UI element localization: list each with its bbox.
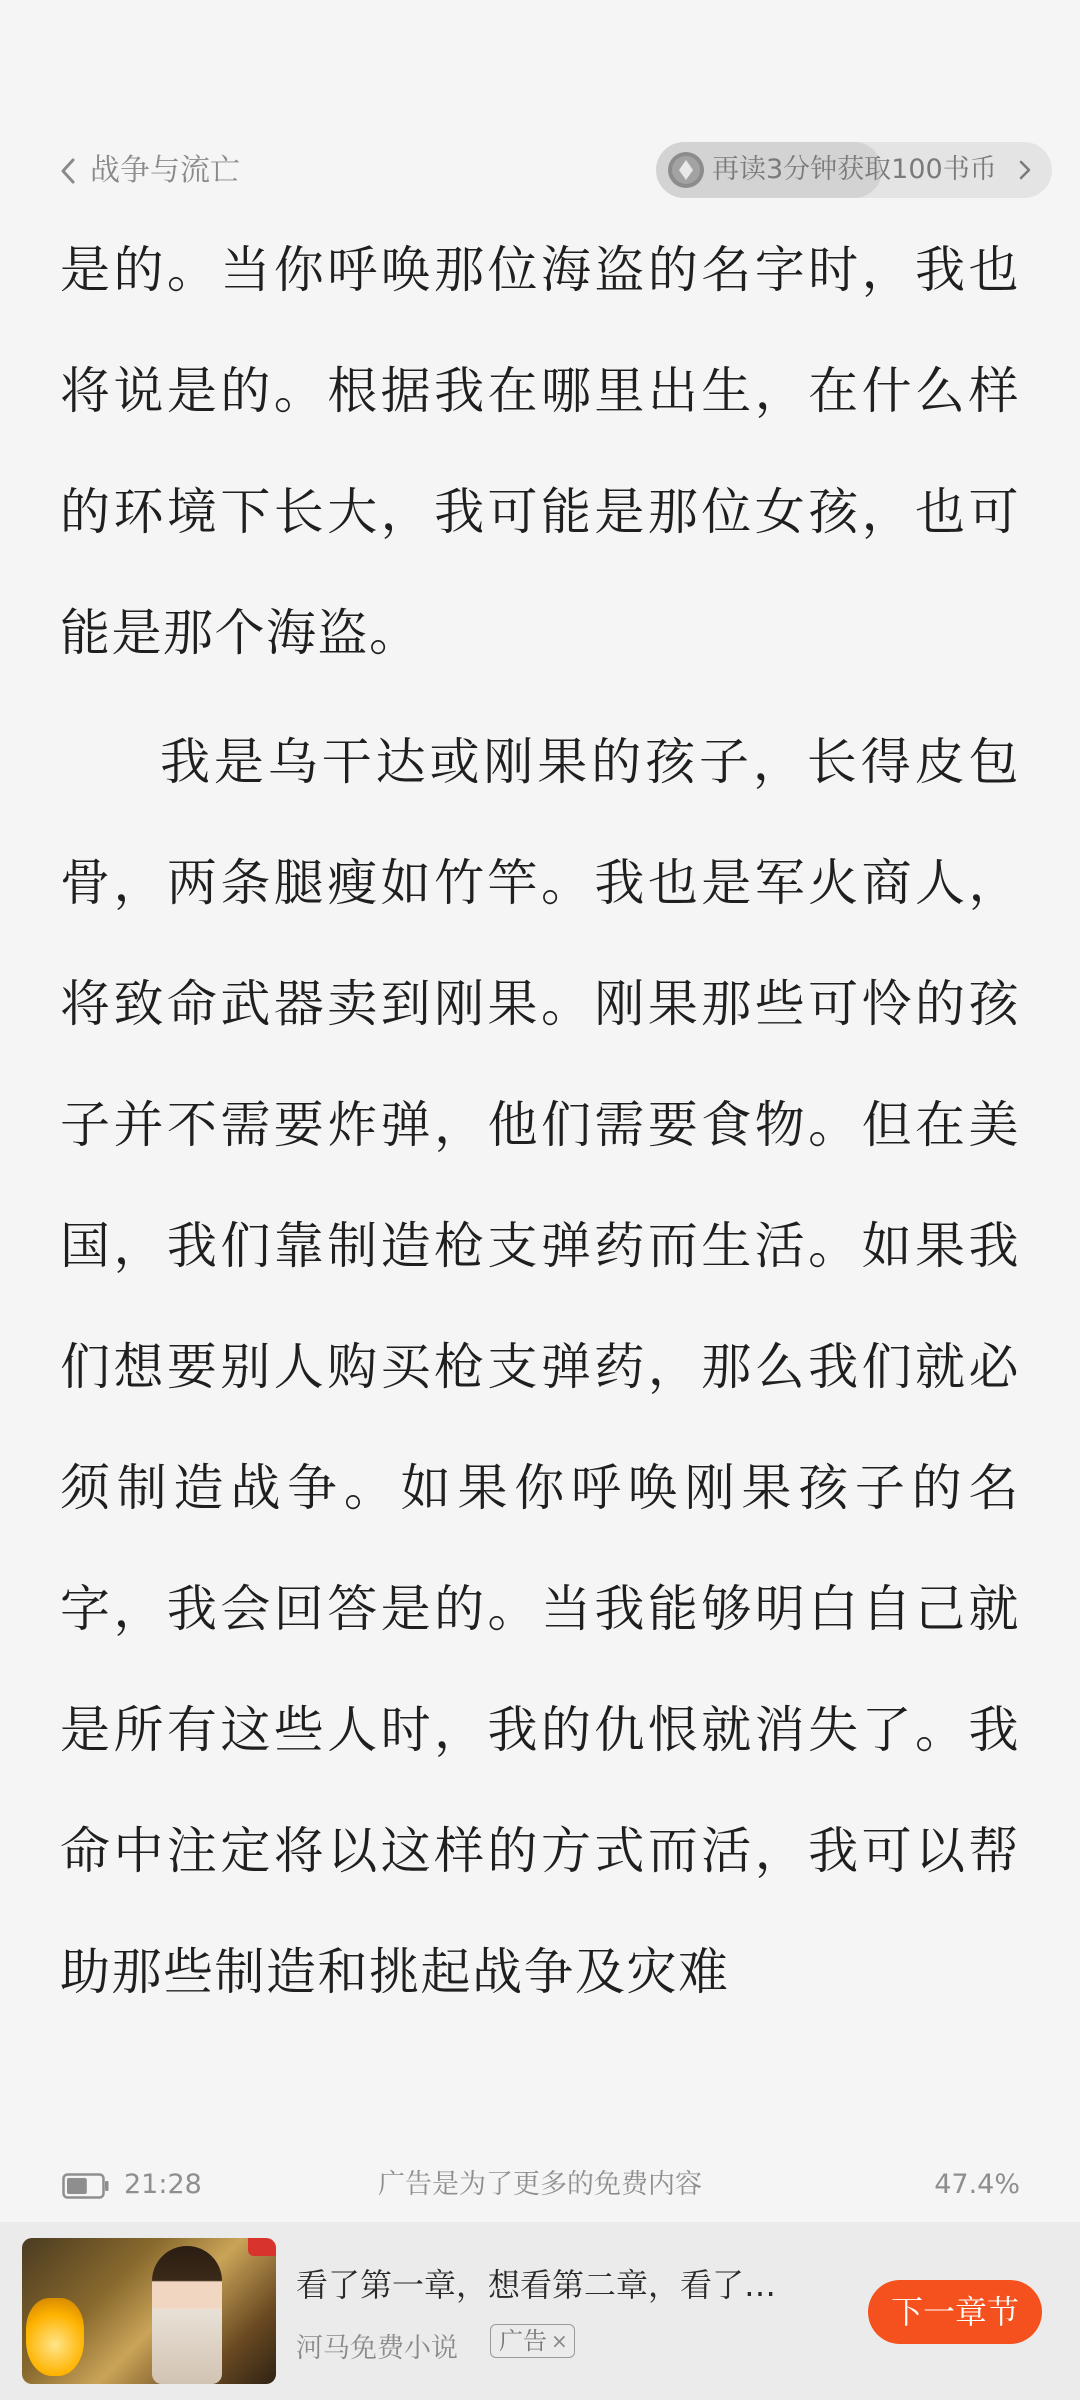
coin-icon (666, 150, 706, 190)
book-title[interactable]: 战争与流亡 (90, 153, 240, 188)
back-button[interactable] (58, 140, 78, 202)
paragraph: 我是乌干达或刚果的孩子，长得皮包骨，两条腿瘦如竹竿。我也是军火商人，将致命武器卖到刚果。刚果那些可怜的孩子并不需要炸弹，他们需要食物。但在美国，我们靠制造枪支弹药而生活。如果我们想要别人购买枪支弹药，那么我们就必须制造战争。如果你呼唤刚果孩子的名字，我会回答是的。当我能够明白自己就是所有这些人时，我的仇恨就消失了。我命中注定将以这样的方式而活，我可以帮助那些制造和挑起战争及灾难 (60, 733, 1020, 2001)
ad-label[interactable] (490, 2324, 575, 2358)
chevron-left-icon (58, 156, 78, 186)
woman-illustration (152, 2246, 222, 2384)
reader-status-bar (0, 2158, 1080, 2212)
ad-thumbnail[interactable] (22, 2238, 276, 2384)
ad-note: 广告是为了更多的免费内容 (378, 2169, 702, 2200)
reward-text: 再读3分钟获取100书币 (712, 154, 997, 185)
chevron-right-icon (1018, 142, 1032, 198)
ad-banner[interactable] (0, 2222, 1080, 2400)
lantern-illustration (26, 2298, 84, 2376)
paragraph: 是的。当你呼唤那位海盗的名字时，我也将说是的。根据我在哪里出生，在什么样的环境下长大，我可能是那位女孩，也可能是那个海盗。 (60, 241, 1020, 662)
reading-reward-pill[interactable] (656, 142, 1052, 198)
top-bar (0, 140, 1080, 202)
next-chapter-button[interactable]: 下一章节 (868, 2280, 1042, 2344)
reading-progress: 47.4% (934, 2169, 1020, 2200)
chapter-content[interactable] (60, 210, 1020, 2033)
ad-headline[interactable]: 看了第一章，想看第二章，看了… (296, 2266, 777, 2304)
close-icon[interactable]: × (551, 2329, 568, 2353)
ad-label-text: 广告 (499, 2327, 547, 2355)
ad-source: 河马免费小说 (296, 2333, 458, 2364)
clock: 21:28 (124, 2169, 202, 2200)
ad-corner-tag (248, 2238, 276, 2256)
